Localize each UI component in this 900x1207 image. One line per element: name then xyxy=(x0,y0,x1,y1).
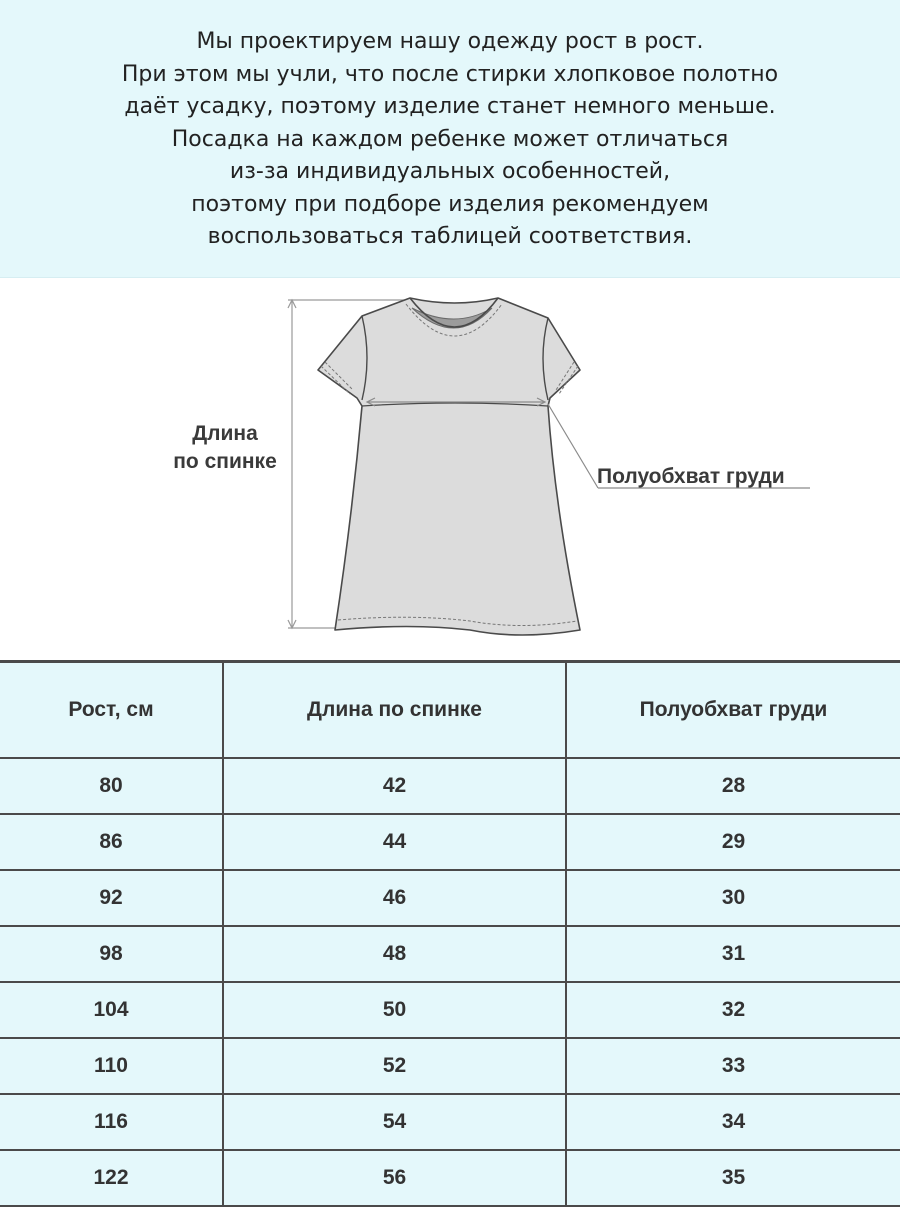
cell-height: 122 xyxy=(0,1150,223,1206)
cell-height: 80 xyxy=(0,758,223,814)
intro-line: даёт усадку, поэтому изделие станет немного меньше. xyxy=(124,94,776,119)
cell-height: 104 xyxy=(0,982,223,1038)
cell-half-chest: 30 xyxy=(566,870,900,926)
cell-height: 92 xyxy=(0,870,223,926)
intro-line: Мы проектируем нашу одежду рост в рост. xyxy=(196,29,704,54)
cell-height: 98 xyxy=(0,926,223,982)
cell-back-length: 52 xyxy=(223,1038,566,1094)
cell-back-length: 44 xyxy=(223,814,566,870)
table-row xyxy=(0,926,900,982)
header-height: Рост, см xyxy=(0,662,223,759)
size-table xyxy=(0,660,900,1207)
cell-half-chest: 31 xyxy=(566,926,900,982)
intro-line: воспользоваться таблицей соответствия. xyxy=(207,224,693,249)
table-row xyxy=(0,758,900,814)
intro-line: поэтому при подборе изделия рекомендуем xyxy=(191,191,709,217)
cell-half-chest: 35 xyxy=(566,1150,900,1206)
cell-half-chest: 33 xyxy=(566,1038,900,1094)
cell-back-length: 42 xyxy=(223,758,566,814)
intro-text xyxy=(0,26,900,254)
length-label: Длина по спинке xyxy=(173,422,277,473)
table-row xyxy=(0,1038,900,1094)
dress-body xyxy=(318,298,580,635)
cell-height: 86 xyxy=(0,814,223,870)
cell-height: 116 xyxy=(0,1094,223,1150)
intro-line: Посадка на каждом ребенке может отличаться xyxy=(171,126,729,152)
intro-line: из-за индивидуальных особенностей, xyxy=(229,159,671,184)
cell-back-length: 48 xyxy=(223,926,566,982)
table-row xyxy=(0,1150,900,1206)
intro-panel xyxy=(0,0,900,278)
header-back-length: Длина по спинке xyxy=(223,662,566,759)
table-row xyxy=(0,870,900,926)
cell-half-chest: 29 xyxy=(566,814,900,870)
cell-half-chest: 34 xyxy=(566,1094,900,1150)
header-half-chest: Полуобхват груди xyxy=(566,662,900,759)
cell-height: 110 xyxy=(0,1038,223,1094)
cell-back-length: 50 xyxy=(223,982,566,1038)
cell-back-length: 46 xyxy=(223,870,566,926)
chest-label: Полуобхват груди xyxy=(597,465,785,488)
cell-half-chest: 28 xyxy=(566,758,900,814)
table-header-row xyxy=(0,662,900,759)
table-row xyxy=(0,1094,900,1150)
cell-half-chest: 32 xyxy=(566,982,900,1038)
cell-back-length: 56 xyxy=(223,1150,566,1206)
table-row xyxy=(0,814,900,870)
table-row xyxy=(0,982,900,1038)
intro-line: При этом мы учли, что после стирки хлопковое полотно xyxy=(121,61,779,87)
measurement-diagram xyxy=(0,278,900,658)
cell-back-length: 54 xyxy=(223,1094,566,1150)
